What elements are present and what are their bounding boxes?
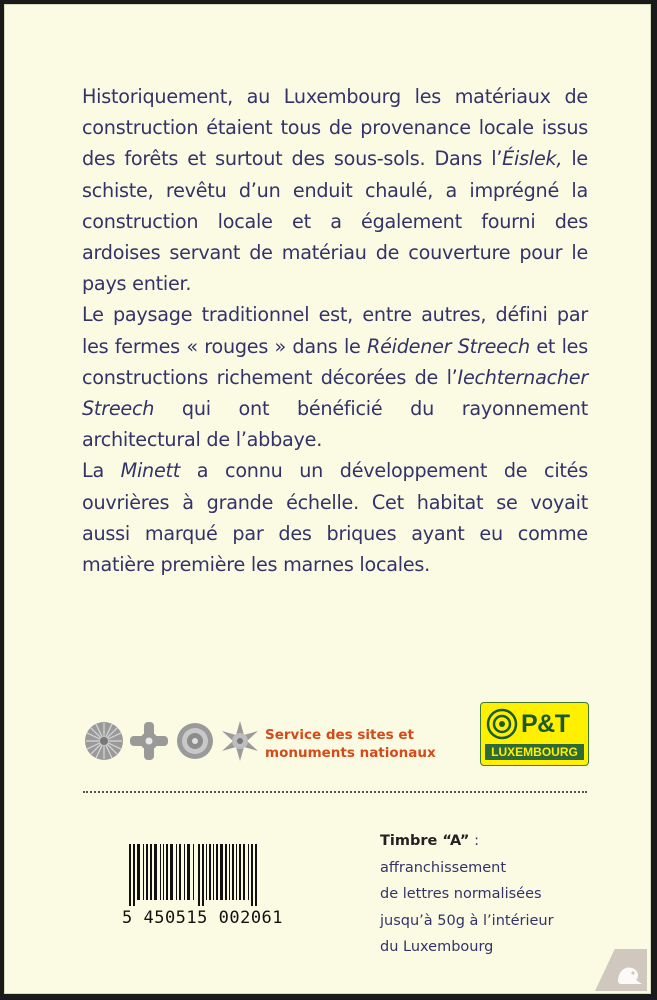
barcode-bar [187, 844, 190, 900]
barcode-bar [154, 844, 157, 900]
barcode-number: 5 450515 002061 [122, 908, 284, 928]
barcode-bar [146, 844, 148, 900]
barcode-bar [129, 844, 131, 906]
barcode-bar [206, 844, 207, 900]
barcode-bar [248, 844, 249, 900]
timbre-line: de lettres normalisées [380, 886, 542, 902]
islek-term: Éislek, [502, 147, 563, 171]
barcode-bar [150, 844, 152, 900]
barcode-bar [239, 844, 241, 900]
barcode-bar [213, 844, 214, 900]
reidener-term: Réidener Streech [367, 334, 530, 358]
timbre-line: jusqu’à 50g à l’intérieur [380, 912, 554, 929]
barcode-bar [202, 844, 204, 906]
barcode-bar [225, 844, 227, 900]
barcode-bar [137, 844, 140, 900]
timbre-line: du Luxembourg [380, 939, 494, 955]
barcode-bar [176, 844, 177, 900]
barcode-bar [220, 844, 223, 900]
barcode-bar [255, 844, 257, 906]
barcode-bar [160, 844, 161, 900]
timbre-info: Timbre “A” : affranchissement de lettres normalisées jusqu’à 50g à l’intérieur du Luxembourg [380, 828, 554, 961]
barcode-bar [216, 844, 218, 900]
barcode-bar [166, 844, 168, 900]
minett-term: Minett [120, 459, 181, 483]
barcode-bar [198, 844, 200, 906]
lastdodo-icon [612, 962, 646, 988]
paragraph-2: Le paysage traditionnel est, entre autres, défini par les fermes « rouges » dans le Réidener Streech et les constructions richement décorées de l’Iechternacher Streech qui ont bénéficié du rayonnement architectural de l’abbaye. [82, 303, 588, 452]
barcode-bar [143, 844, 144, 900]
barcode-bar [243, 844, 245, 900]
barcode-bar [232, 844, 234, 900]
rosette-2-icon [129, 720, 169, 762]
iechternacher-term: Iechternacher Streech [82, 365, 588, 421]
rosette-1-icon [83, 720, 125, 762]
barcode-bar [236, 844, 237, 900]
rosette-3-icon [175, 720, 215, 762]
barcode-bar [133, 844, 135, 906]
paragraph-1: Historiquement, au Luxembourg les matériaux de construction étaient tous de provenance locale issus des forêts et surtout des sous-sols. Dans l’Éislek, le schiste, revêtu d’un enduit chaulé, a imprégné la construction locale et a également fourni des ardoises servant de matériau de couverture pour le pays entier. [82, 85, 588, 296]
pt-luxembourg-logo: P&T LUXEMBOURG [480, 702, 589, 766]
rosette-4-icon [219, 720, 261, 762]
paragraph-3: La Minett a connu un développement de cités ouvrières à grande échelle. Cet habitat se voyait aussi marqué par des briques ayant eu comme matière première les marnes locales. [82, 459, 588, 577]
service-label: Service des sites et monuments nationaux [265, 727, 436, 761]
description-text [82, 81, 588, 580]
timbre-title: Timbre “A” [380, 833, 470, 849]
timbre-line: affranchissement [380, 859, 507, 876]
barcode-bar [163, 844, 164, 900]
barcode-bar [229, 844, 230, 900]
barcode-bar [179, 844, 181, 900]
barcode-bar [193, 844, 194, 900]
stamp-booklet-back [4, 4, 651, 994]
barcode-bar [251, 844, 253, 906]
barcode-bar [184, 844, 185, 900]
barcode-bar [170, 844, 173, 900]
posthorn-icon [486, 708, 518, 740]
barcode-bar [209, 844, 211, 900]
dotted-divider [83, 791, 587, 793]
